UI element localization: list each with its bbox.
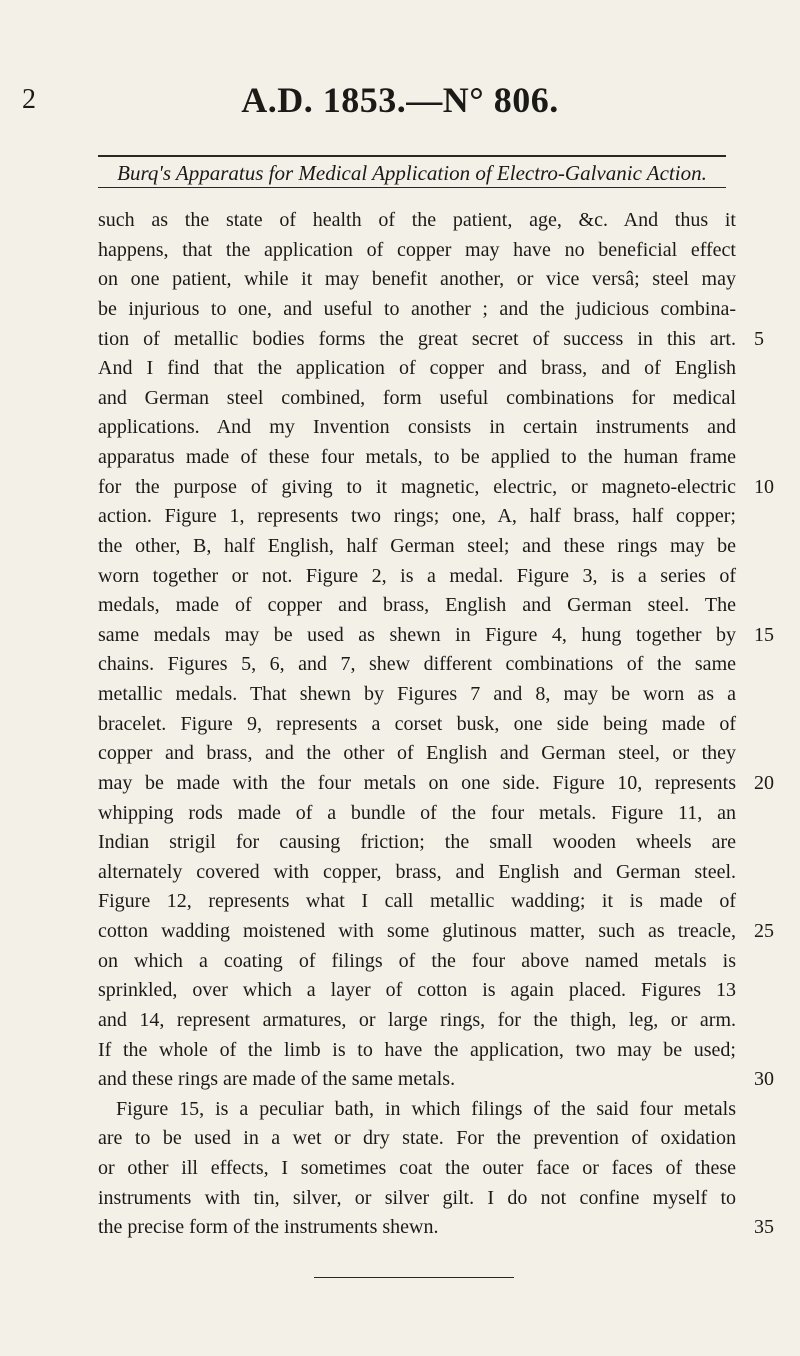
text-line-content: If the whole of the limb is to have the application, two may be used; xyxy=(98,1038,736,1061)
text-line xyxy=(98,1036,738,1066)
text-line xyxy=(98,828,738,858)
line-number: 20 xyxy=(754,771,774,794)
text-line-content: happens, that the application of copper may have no beneficial effect xyxy=(98,238,736,261)
text-line xyxy=(98,947,738,977)
text-line xyxy=(98,799,738,829)
text-line xyxy=(98,769,774,799)
text-line xyxy=(98,443,738,473)
page-number: 2 xyxy=(22,84,36,115)
text-line-content: the other, B, half English, half German steel; and these rings may be xyxy=(98,534,736,557)
text-line xyxy=(98,354,738,384)
text-line-content: apparatus made of these four metals, to be applied to the human frame xyxy=(98,446,736,468)
text-line xyxy=(98,384,738,414)
text-line-content: and German steel combined, form useful combinations for medical xyxy=(98,386,736,409)
text-line xyxy=(98,1184,738,1214)
text-line-content: copper and brass, and the other of English and German steel, or they xyxy=(98,742,736,765)
text-line xyxy=(98,887,738,917)
line-number: 15 xyxy=(754,623,774,646)
text-line-content: instruments with tin, silver, or silver gilt. I do not confine myself to xyxy=(98,1186,736,1209)
text-line xyxy=(98,739,738,769)
text-line-content: the precise form of the instruments shewn. xyxy=(98,1216,439,1239)
text-line xyxy=(98,621,774,651)
text-line-content: metallic medals. That shewn by Figures 7 and 8, may be worn as a xyxy=(98,683,736,705)
text-line xyxy=(98,295,738,325)
text-line xyxy=(98,858,738,888)
text-line xyxy=(98,1154,738,1184)
text-line xyxy=(98,680,738,710)
text-line-content: such as the state of health of the patient, age, &c. And thus it xyxy=(98,209,736,231)
text-line-content: and 14, represent armatures, or large rings, for the thigh, leg, or arm. xyxy=(98,1008,736,1031)
line-number: 30 xyxy=(754,1068,774,1091)
text-line-content: applications. And my Invention consists in certain instruments and xyxy=(98,416,736,439)
text-line-content: chains. Figures 5, 6, and 7, shew different combinations of the same xyxy=(98,653,736,676)
text-line xyxy=(98,325,764,355)
body-text xyxy=(98,206,774,1243)
text-line xyxy=(98,710,738,740)
text-line-content: medals, made of copper and brass, English and German steel. The xyxy=(98,594,736,617)
text-line-content: Indian strigil for causing friction; the small wooden wheels are xyxy=(98,831,736,854)
text-line xyxy=(98,1006,738,1036)
text-line-content: on one patient, while it may benefit another, or vice versâ; steel may xyxy=(98,268,736,291)
line-number: 35 xyxy=(754,1216,774,1239)
line-number: 25 xyxy=(754,920,774,942)
text-line xyxy=(98,1213,774,1243)
text-line-content: same medals may be used as shewn in Figure 4, hung together by xyxy=(98,623,736,646)
text-line xyxy=(98,1095,738,1125)
text-line xyxy=(98,502,738,532)
text-line-content: be injurious to one, and useful to another ; and the judicious combina- xyxy=(98,297,736,320)
header-rule-bottom xyxy=(98,187,726,188)
text-line-content: whipping rods made of a bundle of the four metals. Figure 11, an xyxy=(98,801,736,824)
text-line xyxy=(98,562,738,592)
text-line xyxy=(98,206,738,236)
line-number: 5 xyxy=(754,327,764,350)
text-line-content: worn together or not. Figure 2, is a medal. Figure 3, is a series of xyxy=(98,564,736,587)
header-rule-top xyxy=(98,155,726,157)
text-line-content: action. Figure 1, represents two rings; one, A, half brass, half copper; xyxy=(98,505,736,528)
text-line xyxy=(98,591,738,621)
text-line-content: are to be used in a wet or dry state. For the prevention of oxidation xyxy=(98,1127,736,1150)
text-line xyxy=(98,532,738,562)
text-line-content: or other ill effects, I sometimes coat the outer face or faces of these xyxy=(98,1157,736,1179)
text-line-content: Figure 15, is a peculiar bath, in which filings of the said four metals xyxy=(116,1097,736,1120)
text-line xyxy=(98,265,738,295)
text-line xyxy=(98,236,738,266)
end-rule xyxy=(314,1277,514,1278)
text-line xyxy=(98,473,774,503)
document-subtitle: Burq's Apparatus for Medical Application of Electro-Galvanic Action. xyxy=(117,161,707,185)
text-line-content: for the purpose of giving to it magnetic, electric, or magneto-electric xyxy=(98,475,736,498)
text-line-content: may be made with the four metals on one side. Figure 10, represents xyxy=(98,771,736,794)
text-line-content: sprinkled, over which a layer of cotton is again placed. Figures 13 xyxy=(98,979,736,1002)
line-number: 10 xyxy=(754,475,774,498)
text-line xyxy=(98,650,738,680)
text-line-content: tion of metallic bodies forms the great secret of success in this art. xyxy=(98,327,736,350)
text-line xyxy=(98,413,738,443)
text-line-content: bracelet. Figure 9, represents a corset busk, one side being made of xyxy=(98,712,736,735)
text-line-content: cotton wadding moistened with some glutinous matter, such as treacle, xyxy=(98,920,736,942)
text-line-content: on which a coating of filings of the four above named metals is xyxy=(98,949,736,972)
text-line xyxy=(98,1065,774,1095)
text-line xyxy=(98,976,738,1006)
text-line-content: alternately covered with copper, brass, and English and German steel. xyxy=(98,860,736,883)
text-line-content: Figure 12, represents what I call metallic wadding; it is made of xyxy=(98,890,736,913)
page-header-title: A.D. 1853.—N° 806. xyxy=(241,80,559,120)
text-line xyxy=(98,917,774,947)
text-line-content: and these rings are made of the same metals. xyxy=(98,1068,456,1091)
text-line xyxy=(98,1124,738,1154)
text-line-content: And I find that the application of copper and brass, and of English xyxy=(98,357,736,380)
